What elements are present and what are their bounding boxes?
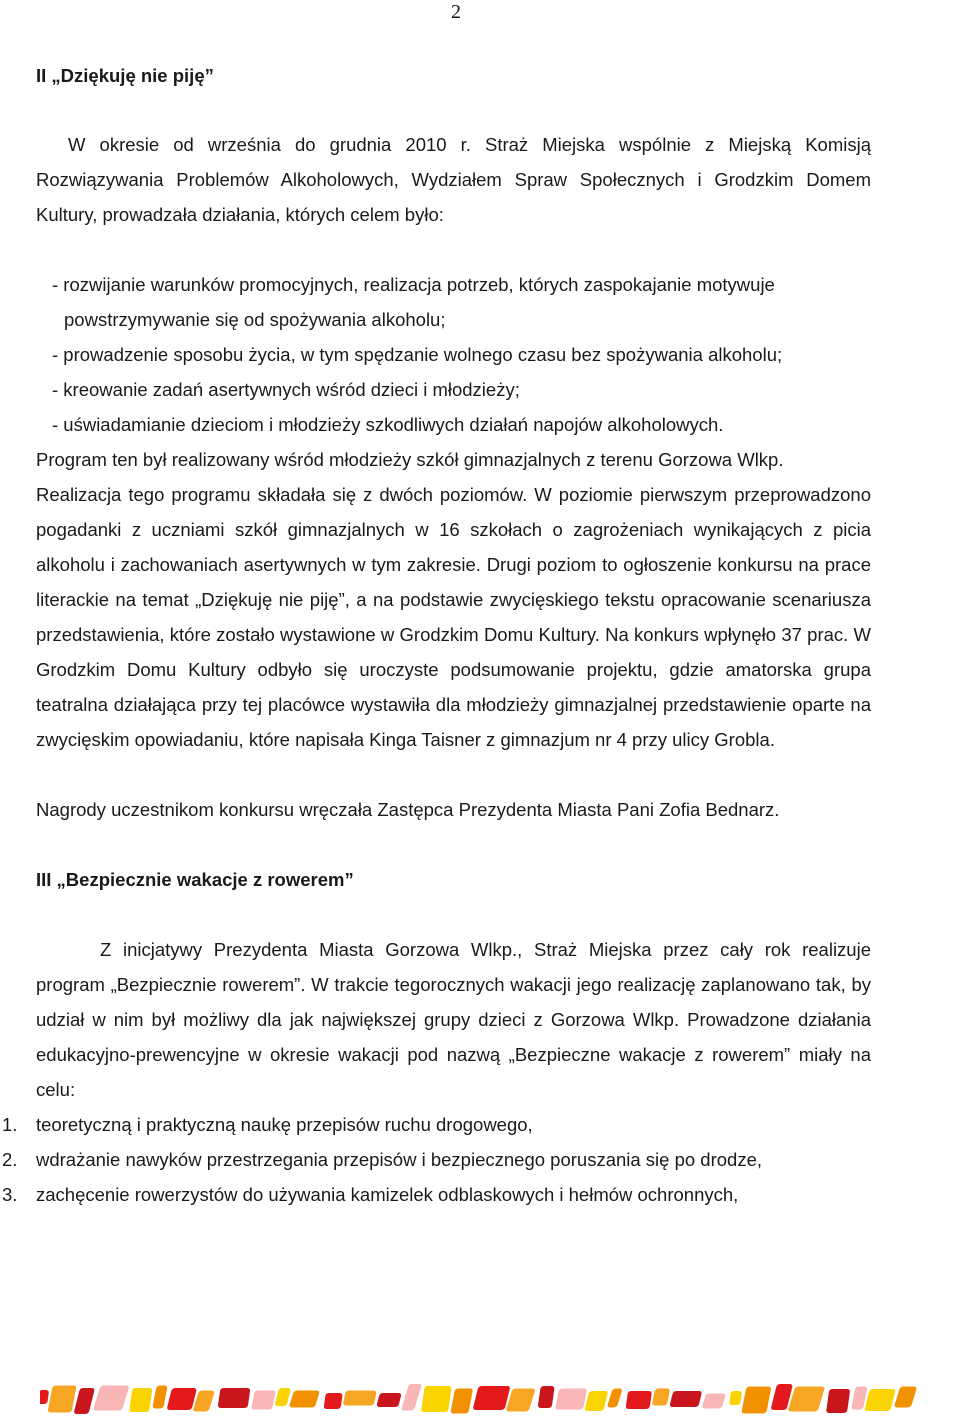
footer-stroke	[251, 1391, 276, 1410]
footer-stroke	[376, 1393, 401, 1407]
footer-stroke	[93, 1386, 130, 1411]
section-2-goals-list	[52, 267, 882, 442]
footer-stroke	[47, 1386, 76, 1413]
footer-stroke	[193, 1391, 215, 1412]
section-2-closing: Nagrody uczestnikom konkursu wręczała Zastępca Prezydenta Miasta Pani Zofia Bednarz.	[36, 799, 780, 820]
list-item: 2. wdrażanie nawyków przestrzegania przepisów i bezpiecznego poruszania się po drodze,	[2, 1149, 763, 1170]
footer-stroke	[851, 1387, 867, 1410]
footer-stroke	[450, 1389, 473, 1414]
footer-stroke	[864, 1389, 895, 1411]
footer-stroke	[729, 1391, 742, 1405]
footer-stroke	[894, 1387, 917, 1408]
footer-stroke	[669, 1391, 702, 1407]
footer-decorative-strip	[40, 1384, 920, 1414]
footer-stroke	[218, 1388, 251, 1408]
section-3-goals-list	[0, 1107, 900, 1212]
footer-stroke	[74, 1388, 95, 1414]
list-item: 1. teoretyczną i praktyczną naukę przepisów ruchu drogowego,	[2, 1114, 533, 1135]
footer-stroke	[152, 1386, 167, 1409]
list-item: 3. zachęcenie rowerzystów do używania kamizelek odblaskowych i hełmów ochronnych,	[2, 1184, 739, 1205]
footer-stroke	[506, 1389, 536, 1412]
footer-stroke	[741, 1387, 771, 1414]
footer-stroke	[401, 1384, 422, 1411]
footer-stroke	[538, 1386, 555, 1408]
program-scope-line: Program ten był realizowany wśród młodzieży szkół gimnazjalnych z terenu Gorzowa Wlkp.	[36, 449, 784, 470]
footer-stroke	[167, 1388, 197, 1410]
footer-stroke	[607, 1389, 623, 1408]
section-2-body: Realizacja tego programu składała się z dwóch poziomów. W poziomie pierwszym przeprowadzono pogadanki z uczniami szkół gimnazjalnych w 16 szkołach o zagrożeniach wynikających z picia alkoholu i zachowaniach asertywnych w tym zakresie. Drugi poziom to ogłoszenie konkursu na prace literackie na temat „Dziękuję nie piję”, a na podstawie zwycięskiego tekstu opracowanie scenariusza przedstawienia, które zostało wystawione w Grodzkim Domu Kultury. Na konkurs wpłynęło 37 prac. W Grodzkim Domu Kultury odbyło się uroczyste podsumowanie projektu, gdzie amatorska grupa teatralna działająca przy tej placówce wystawiła dla młodzieży gimnazjalnej przedstawienie oparte na zwycięskim opowiadaniu, które napisała Kinga Taisner z gimnazjum nr 4 przy ulicy Grobla.	[36, 484, 871, 750]
footer-stroke	[788, 1387, 826, 1412]
footer-stroke	[343, 1391, 377, 1406]
list-item: - kreowanie zadań asertywnych wśród dzieci i młodzieży;	[52, 379, 520, 400]
footer-stroke	[275, 1388, 291, 1406]
footer-stroke	[473, 1386, 511, 1410]
footer-stroke	[584, 1391, 608, 1411]
footer-stroke	[421, 1386, 452, 1412]
footer-stroke	[702, 1394, 727, 1409]
footer-stroke	[323, 1393, 342, 1409]
footer-stroke	[40, 1390, 49, 1404]
list-item: - uświadamianie dzieciom i młodzieży szkodliwych działań napojów alkoholowych.	[52, 414, 724, 435]
section-2-heading: II „Dziękuję nie piję”	[36, 65, 214, 86]
section-3-intro: Z inicjatywy Prezydenta Miasta Gorzowa Wlkp., Straż Miejska przez cały rok realizuje program „Bezpiecznie rowerem”. W trakcie tegorocznych wakacji jego realizację zaplanowano tak, by udział w nim był możliwy dla jak największej grupy dzieci z Gorzowa Wlkp. Prowadzone działania edukacyjno-prewencyjne w okresie wakacji pod nazwą „Bezpieczne wakacje z rowerem” miały na celu:	[36, 939, 871, 1100]
footer-stroke	[625, 1391, 652, 1409]
footer-stroke	[289, 1391, 320, 1408]
section-2-intro: W okresie od września do grudnia 2010 r. Straż Miejska wspólnie z Miejską Komisją Rozwiązywania Problemów Alkoholowych, Wydziałem Spraw Społecznych i Grodzkim Domem Kultury, prowadzała działania, których celem było:	[36, 134, 871, 225]
footer-stroke	[555, 1389, 587, 1410]
list-item: - prowadzenie sposobu życia, w tym spędzanie wolnego czasu bez spożywania alkoholu;	[52, 344, 783, 365]
footer-stroke	[652, 1389, 670, 1406]
list-item: - rozwijanie warunków promocyjnych, realizacja potrzeb, których zaspokajanie motywuje powstrzymywanie się od spożywania alkoholu;	[52, 274, 775, 330]
footer-stroke	[826, 1389, 850, 1413]
page-number: 2	[451, 1, 461, 23]
section-3-heading: III „Bezpiecznie wakacje z rowerem”	[36, 869, 354, 890]
footer-stroke	[129, 1388, 152, 1412]
